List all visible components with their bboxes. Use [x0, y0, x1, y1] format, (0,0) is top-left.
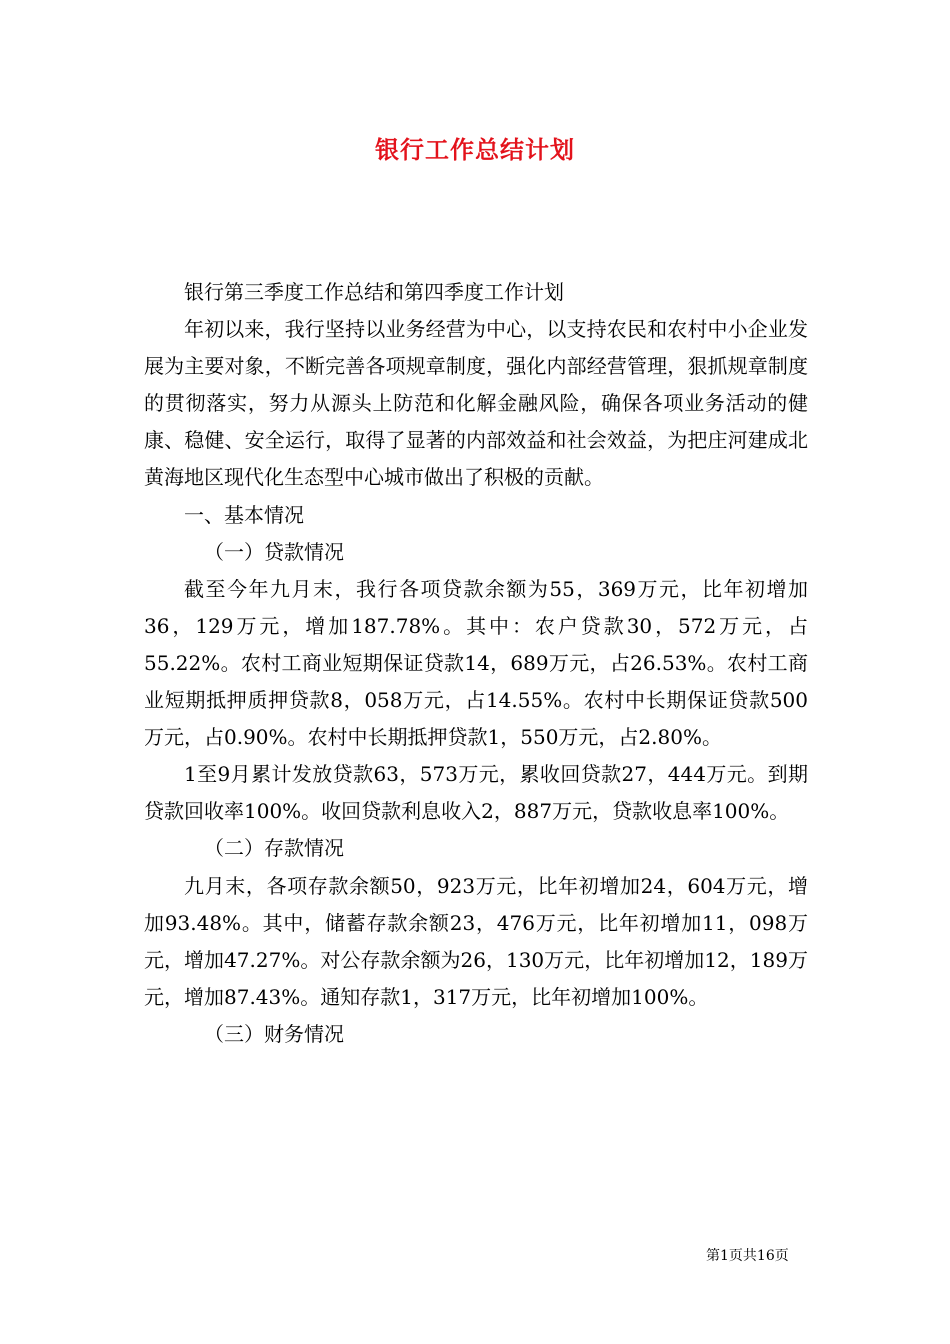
- section-heading-basic-situation: 一、基本情况: [184, 502, 304, 527]
- document-title: 银行工作总结计划: [375, 135, 575, 164]
- paragraph-loan-balance: 截至今年九月末，我行各项贷款余额为55，369万元，比年初增加36，129万元，增加187.78%。其中：农户贷款30，572万元，占55.22%。农村工商业短期保证贷款14，689万元，占26.53%。农村工商业短期抵押质押贷款8，058万元，占14.55%。农村中长期保证贷款500万元，占0.90%。农村中长期抵押贷款1，550万元，占2.80%。: [144, 576, 808, 750]
- subsection-heading-loans: （一）贷款情况: [204, 539, 344, 564]
- paragraph-overview: 年初以来，我行坚持以业务经营为中心，以支持农民和农村中小企业发展为主要对象，不断完善各项规章制度，强化内部经营管理，狠抓规章制度的贯彻落实，努力从源头上防范和化解金融风险，确保各项业务活动的健康、稳健、安全运行，取得了显著的内部效益和社会效益，为把庄河建成北黄海地区现代化生态型中心城市做出了积极的贡献。: [144, 317, 808, 490]
- document-body: [144, 274, 808, 1053]
- paragraph-deposit-balance: 九月末，各项存款余额50，923万元，比年初增加24，604万元，增加93.48%。其中，储蓄存款余额23，476万元，比年初增加11，098万元，增加47.27%。对公存款余额为26，130万元，比年初增加12，189万元，增加87.43%。通知存款1，317万元，比年初增加100%。: [144, 873, 808, 1009]
- page-number-footer: 第1页共16页: [706, 1248, 789, 1264]
- subsection-heading-deposits: （二）存款情况: [204, 836, 344, 861]
- paragraph-intro-title: 银行第三季度工作总结和第四季度工作计划: [184, 280, 564, 304]
- subsection-heading-finance: （三）财务情况: [204, 1021, 344, 1046]
- paragraph-loan-issuance: 1至9月累计发放贷款63，573万元，累收回贷款27，444万元。到期贷款回收率100%。收回贷款利息收入2，887万元，贷款收息率100%。: [144, 762, 808, 824]
